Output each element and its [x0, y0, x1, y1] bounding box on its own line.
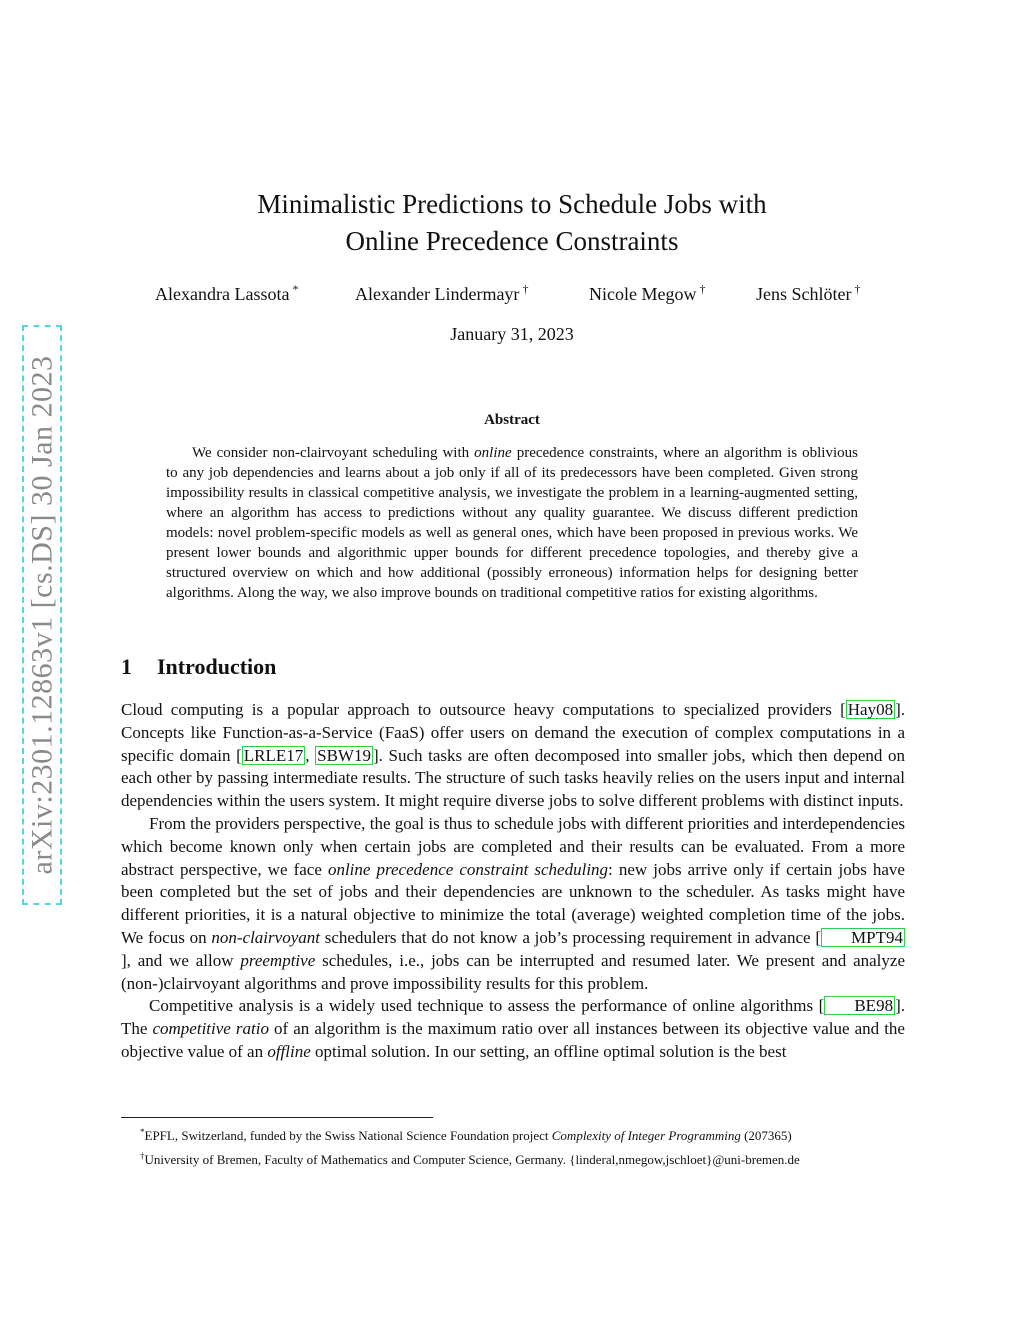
author-list — [155, 282, 885, 308]
citation-link[interactable]: Hay08 — [847, 700, 894, 719]
footnote-divider — [121, 1117, 433, 1118]
author-3-affiliation-mark: † — [699, 282, 706, 296]
section-heading — [121, 654, 276, 680]
body-text — [121, 699, 905, 1064]
footnote-2: †University of Bremen, Faculty of Mathematics and Computer Science, Germany. {linderal,nmegow,jschloet}@uni-bremen.de — [140, 1151, 800, 1167]
citation-link[interactable]: SBW19 — [317, 745, 371, 765]
abstract-heading: Abstract — [484, 412, 540, 428]
paragraph-3: Competitive analysis is a widely used technique to assess the performance of online algorithms [ BE98 ]. The competitive ratio of an algorithm is the maximum ratio over all instances between its objective value and the objective value of an offline optimal solution. In our setting, an offline optimal solution is the best — [121, 996, 905, 1061]
author-2-affiliation-mark: † — [522, 282, 529, 296]
paragraph-2: From the providers perspective, the goal is thus to schedule jobs with different priorities and interdependencies which become known only when certain jobs are completed and their results can be evaluated. From a more abstract perspective, we face online precedence constraint scheduling: new jobs arrive only if certain jobs have been completed but the set of jobs and their dependencies are unknown to the scheduler. As tasks might have different priorities, it is a natural objective to minimize the total (average) weighted completion time of the jobs. We focus on non-clairvoyant schedulers that do not know a job’s processing requirement in advance [ MPT94], and we allow preemptive schedules, i.e., jobs can be interrupted and resumed later. We present and analyze (non-)clairvoyant algorithms and prove impossibility results for this problem. — [121, 813, 905, 993]
author-3: Nicole Megow † — [589, 282, 706, 304]
section-number: 1 — [121, 654, 132, 679]
citation-link[interactable]: MPT94 — [821, 928, 905, 947]
citation-link[interactable]: BE98 — [824, 996, 895, 1015]
author-4-affiliation-mark: † — [854, 282, 861, 296]
paragraph-1: Cloud computing is a popular approach to outsource heavy computations to specialized providers [ Hay08 ]. Concepts like Function-as-a-Service (FaaS) offer users on demand the execution of complex computations in a specific domain [ LRLE17 , SBW19 ]. Such tasks are often decomposed into smaller jobs, which then depend on each other by passing intermediate results. The structure of such tasks heavily relies on the users input and internal dependencies within the users system. It might require diverse jobs to solve different problems with distinct inputs. — [121, 700, 905, 811]
footnotes — [140, 1122, 910, 1170]
title-line-1: Minimalistic Predictions to Schedule Jobs with — [257, 189, 767, 219]
citation-link[interactable]: LRLE17 — [243, 745, 304, 765]
footnote-1: *EPFL, Switzerland, funded by the Swiss National Science Foundation project Complexity of Integer Programming (207365) — [140, 1127, 792, 1143]
publication-date: January 31, 2023 — [450, 324, 574, 344]
title-line-2: Online Precedence Constraints — [345, 226, 679, 256]
author-4: Jens Schlöter † — [756, 282, 861, 304]
author-1-affiliation-mark: * — [292, 282, 299, 296]
section-title: Introduction — [157, 654, 277, 679]
author-1: Alexandra Lassota * — [155, 282, 299, 304]
arxiv-identifier: arXiv:2301.12863v1 [cs.DS] 30 Jan 2023 — [25, 355, 59, 875]
paper-title — [0, 186, 1024, 260]
author-2: Alexander Lindermayr † — [355, 282, 529, 304]
abstract-text: We consider non-clairvoyant scheduling with online precedence constraints, where an algorithm is oblivious to any job dependencies and learns about a job only if all of its predecessors have been completed. Given strong impossibility results in classical competitive analysis, we investigate the problem in a learning-augmented setting, where an algorithm has access to predictions without any quality guarantee. We discuss different prediction models: novel problem-specific models as well as general ones, which have been proposed in previous works. We present lower bounds and algorithmic upper bounds for different precedence topologies, and thereby give a structured overview on which and how additional (possibly erroneous) information helps for designing better algorithms. Along the way, we also improve bounds on traditional competitive ratios for existing algorithms. — [166, 445, 858, 601]
